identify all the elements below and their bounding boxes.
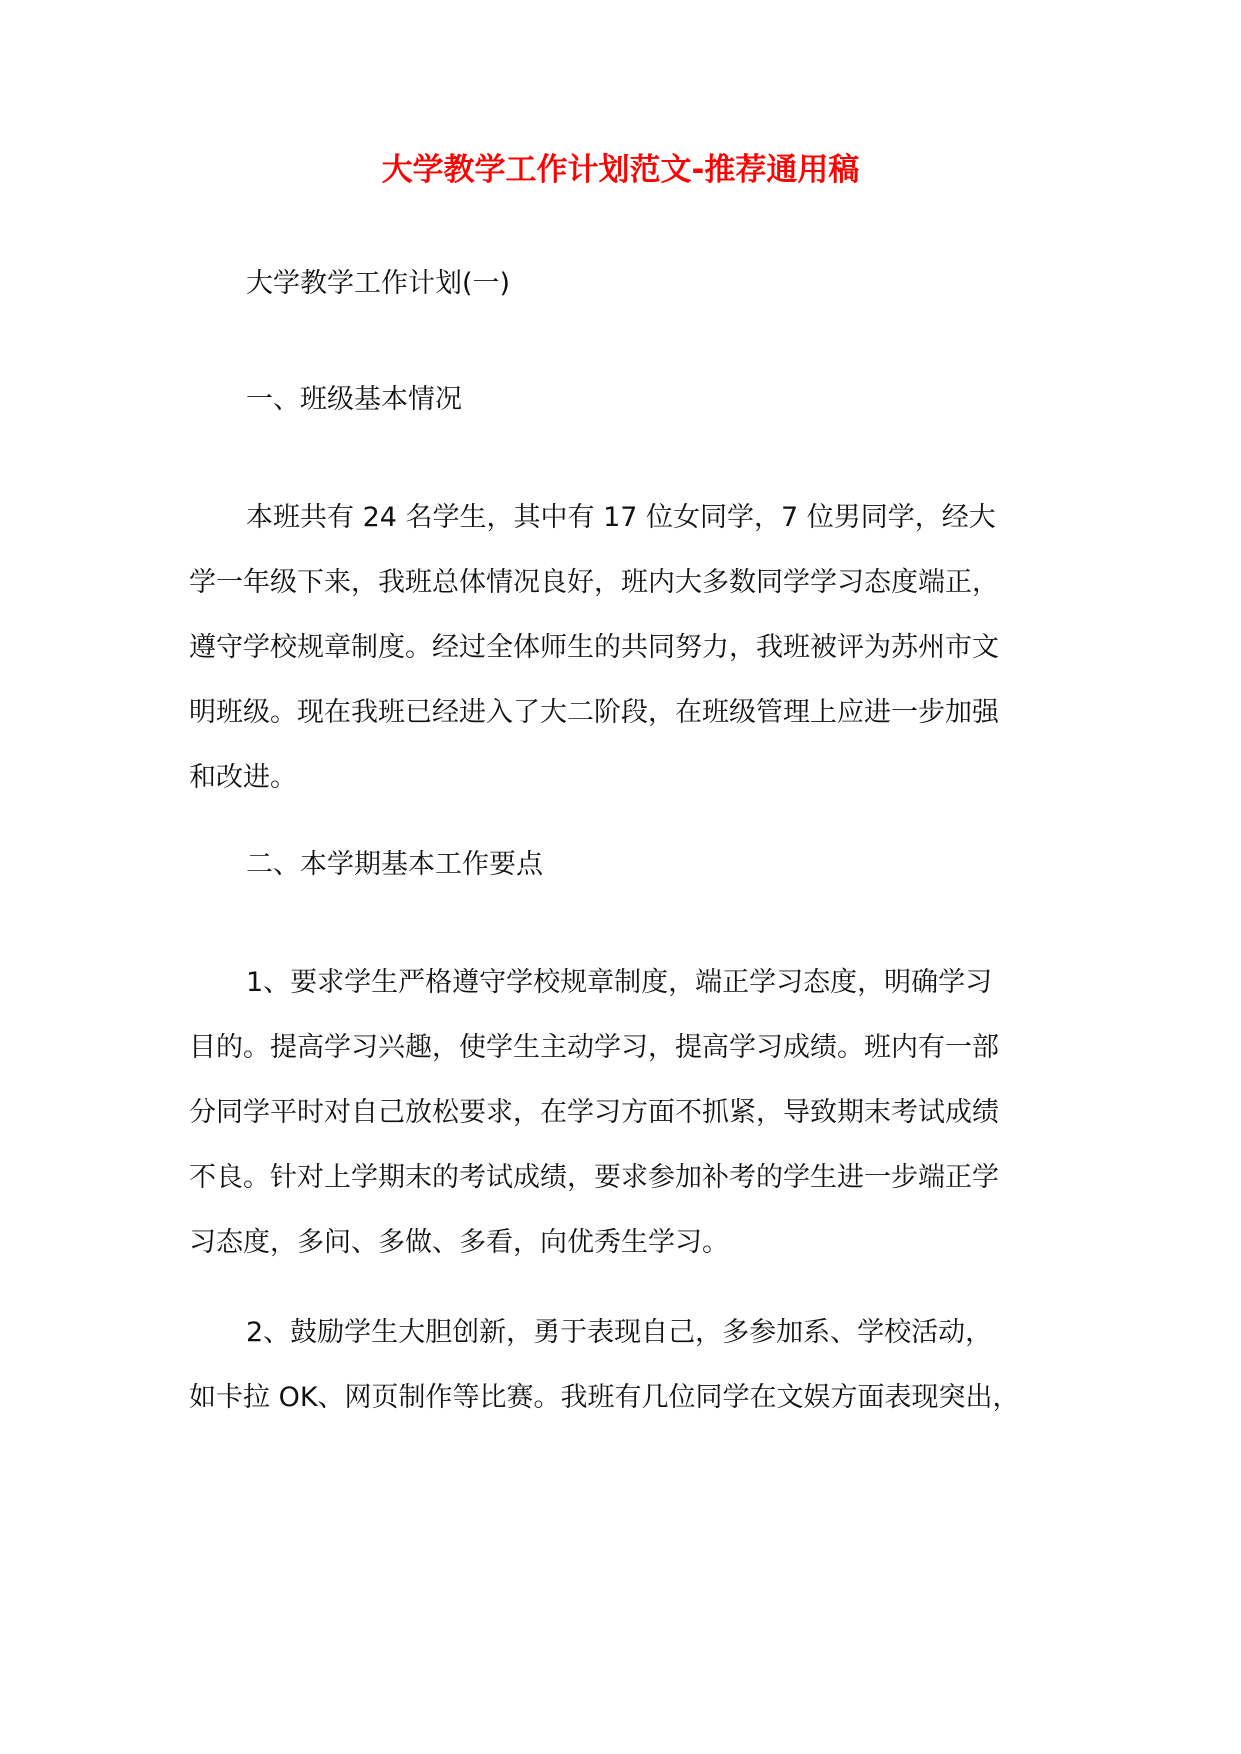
paragraph-line: 如卡拉 OK、网页制作等比赛。我班有几位同学在文娱方面表现突出， (189, 1382, 1020, 1413)
paragraph-line: 不良。针对上学期末的考试成绩，要求参加补考的学生进一步端正学 (189, 1162, 999, 1193)
paragraph-class-info (189, 485, 1069, 810)
section-heading-class-info: 一、班级基本情况 (246, 384, 462, 415)
paragraph-line: 习态度，多问、多做、多看，向优秀生学习。 (189, 1227, 729, 1258)
paragraph-line: 明班级。现在我班已经进入了大二阶段，在班级管理上应进一步加强 (189, 697, 999, 728)
paragraph-work-point-2 (189, 1300, 1069, 1430)
paragraph-line: 学一年级下来，我班总体情况良好，班内大多数同学学习态度端正， (189, 567, 999, 598)
paragraph-line: 遵守学校规章制度。经过全体师生的共同努力，我班被评为苏州市文 (189, 632, 999, 663)
paragraph-line: 本班共有 24 名学生，其中有 17 位女同学，7 位男同学，经大 (246, 502, 996, 533)
paragraph-line: 2、鼓励学生大胆创新，勇于表现自己，多参加系、学校活动， (246, 1317, 993, 1348)
document-title: 大学教学工作计划范文-推荐通用稿 (381, 152, 860, 188)
plan-heading: 大学教学工作计划(一) (246, 268, 511, 299)
paragraph-line: 和改进。 (189, 762, 297, 793)
section-heading-work-points: 二、本学期基本工作要点 (246, 849, 543, 880)
paragraph-line: 分同学平时对自己放松要求，在学习方面不抓紧，导致期末考试成绩 (189, 1097, 999, 1128)
paragraph-line: 1、要求学生严格遵守学校规章制度，端正学习态度，明确学习 (246, 967, 993, 998)
paragraph-line: 目的。提高学习兴趣，使学生主动学习，提高学习成绩。班内有一部 (189, 1032, 999, 1063)
paragraph-work-point-1 (189, 950, 1069, 1275)
